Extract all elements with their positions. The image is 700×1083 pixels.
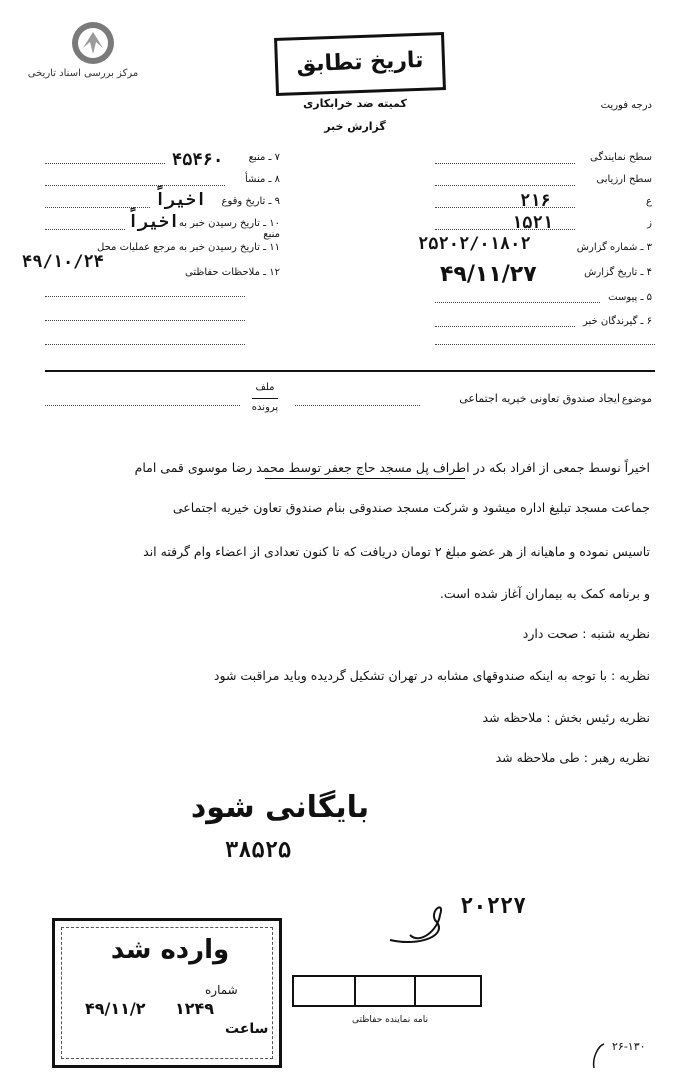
right-field-label: ز [647,218,652,229]
right-field-label: ۳ ـ شماره گزارش [576,242,652,253]
left-field-label: ۱۱ ـ تاریخ رسیدن خبر به مرجع عملیات محل [97,242,280,253]
received-number: ۱۲۴۹ [175,999,215,1018]
right-field-line [435,185,575,186]
body-line: و برنامه کمک به بیماران آغاز شده است. [439,586,650,601]
left-field-label: ۱۲ ـ ملاحظات حفاظتی [185,267,280,278]
report-date: ۴۹/۱۱/۲۷ [440,262,537,287]
body-line: نظریه : با توجه به اینکه صندوقهای مشابه در تهران تشکیل گردیده وباید مراقبت شود [213,668,650,683]
ref-fraction-line [252,398,278,399]
right-field-value: ۲۱۶ [520,191,551,211]
right-field-line [435,326,575,327]
right-field-line [435,229,575,230]
top-stamp: تاریخ تطابق [274,32,446,96]
security-box [292,975,482,1007]
corner-mark-icon [590,1040,608,1070]
left-field-label: ۷ ـ منبع [248,152,280,163]
body-line: نظریه رئیس بخش : ملاحظه شد [482,710,650,725]
body-line: نظریه شنبه : صحت دارد [522,626,650,641]
archive-logo [18,20,148,80]
right-field-label: ع [646,196,652,207]
body-line: نظریه رهبر : طی ملاحظه شد [495,750,650,765]
right-field-line [435,302,600,303]
source-number: ۴۵۴۶۰ [172,150,224,170]
logo-caption: مرکز بررسی اسناد تاریخی [27,68,139,79]
body-underline [265,478,465,479]
archive-number: ۳۸۵۲۵ [225,838,292,863]
received-stamp [52,918,282,1068]
corner-code: ۲۶-۱۳۰ [612,1040,646,1053]
left-field-label: ۹ ـ تاریخ وقوع [221,196,280,207]
left-field-value: ۴۹/۱۰/۲۴ [22,252,104,272]
right-field-value: ۱۵۲۱ [512,213,553,233]
body-line: اخیراً نوسط جمعی از افراد بکه در اطراف پل مسجد حاج جعفر توسط محمد رضا موسوی قمی امام [134,460,650,475]
right-field-label: ۵ ـ پیوست [608,292,652,303]
header-title: گزارش خبر [324,120,386,133]
left-field-line [45,163,165,164]
right-field-label: سطح نمایندگی [590,152,652,163]
left-field-line [45,296,245,297]
section-divider [45,370,655,372]
ref-top: ملف [255,382,275,393]
subject-left-line [45,405,240,406]
received-time-label: ساعت [225,1021,269,1037]
left-field-line [45,185,225,186]
right-field-line [435,344,655,345]
signature-number: ۲۰۲۲۷ [460,894,527,919]
left-field-line [45,229,125,230]
subject-label: موضوع [621,394,652,405]
right-field-label: سطح ارزیابی [596,174,652,185]
security-box-divider [414,977,416,1005]
received-number-label: شماره [205,983,238,997]
subject-mid-line [295,405,420,406]
right-field-label: ۴ ـ تاریخ گزارش [584,267,652,278]
left-field-line [45,207,150,208]
left-field-value: اخیراً [128,212,180,232]
body-line: جماعت مسجد تبلیغ اداره میشود و شرکت مسجد صندوقی بنام صندوق تعاون خیریه اجتماعی [172,500,650,515]
right-field-line [435,207,575,208]
received-date: ۴۹/۱۱/۲ [85,999,146,1018]
subject-text: ایجاد صندوق تعاونی خیریه اجتماعی [459,392,620,405]
classification-label: درجه فوریت [600,100,652,111]
right-field-label: ۶ ـ گیرندگان خبر [582,316,652,327]
ref-bottom: پرونده [251,402,279,413]
left-field-line [45,320,245,321]
left-field-label: ۱۰ ـ تاریخ رسیدن خبر به منبع [178,218,280,240]
body-line: تاسیس نموده و ماهیانه از هر عضو مبلغ ۲ تومان دریافت که تا کنون تعدادی از اعضاء وام گرفته اند [143,544,650,559]
header-subtitle: کمیته ضد خرابکاری [303,97,407,110]
left-field-value: اخیراً [155,190,207,210]
archive-logo-icon [70,20,116,66]
footer-label: نامه نماینده حفاظتی [352,1015,428,1025]
security-box-divider [354,977,356,1005]
left-field-label: ۸ ـ منشأ [244,174,280,185]
received-stamp-title: وارده شد [110,935,230,965]
report-number: ۲۵۲۰۲/۰۱۸۰۲ [418,234,531,254]
right-field-line [435,163,575,164]
archive-stamp: بایگانی شود [190,790,370,825]
left-field-line [45,344,245,345]
